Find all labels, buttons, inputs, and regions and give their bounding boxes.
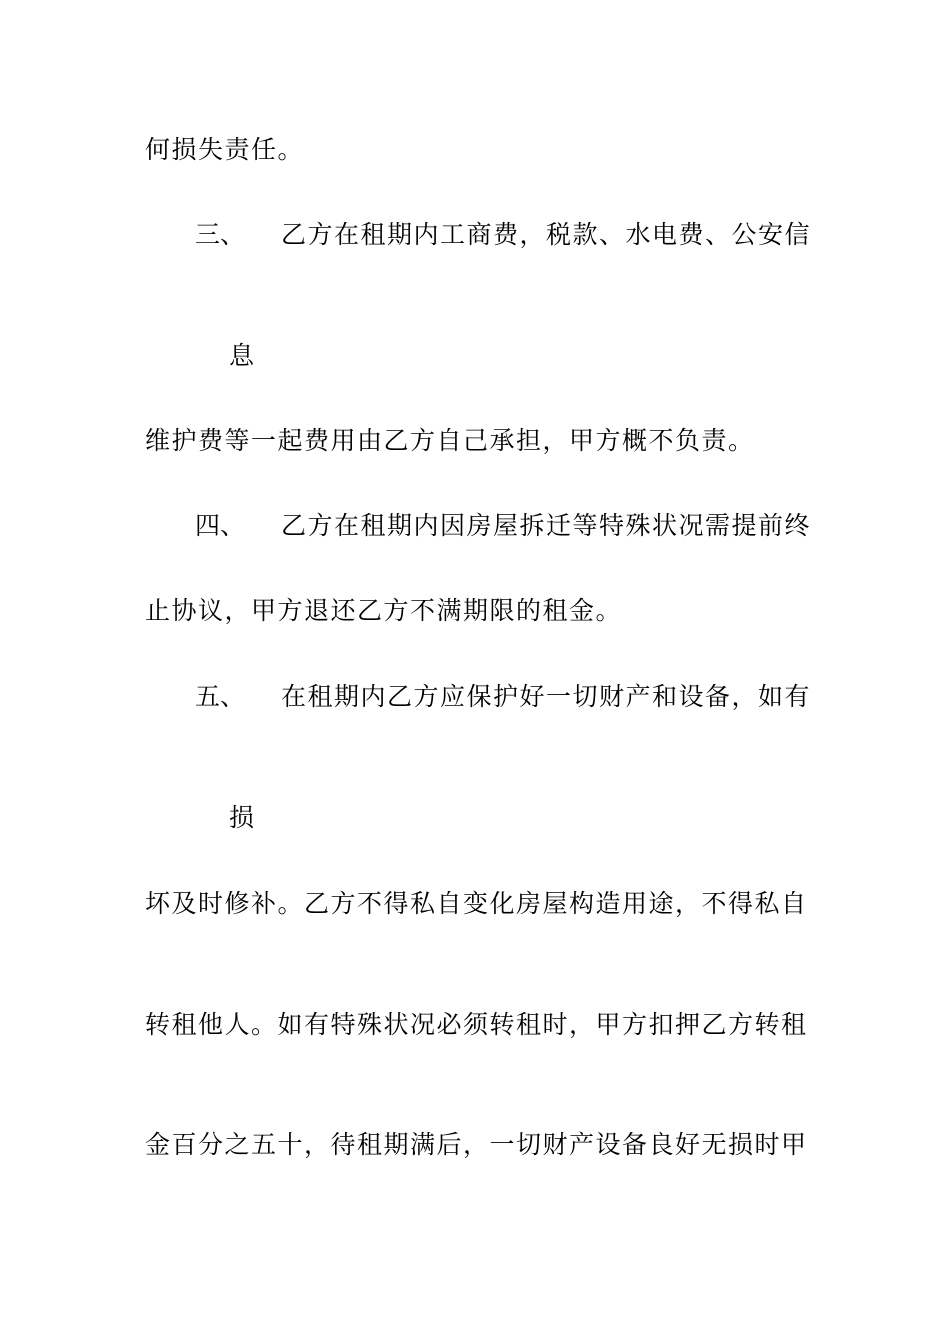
clause-number-five: 五、 (195, 682, 246, 711)
text-line-4: 维护费等一起费用由乙方自己承担，甲方概不负责。 (145, 426, 755, 455)
clause-number-three: 三、 (195, 220, 246, 249)
text-line-2: 乙方在租期内工商费，税款、水电费、公安信 (281, 220, 812, 249)
text-line-9: 坏及时修补。乙方不得私自变化房屋构造用途，不得私自 (145, 889, 808, 918)
text-line-5: 乙方在租期内因房屋拆迁等特殊状况需提前终 (281, 511, 812, 540)
text-line-10: 转租他人。如有特殊状况必须转租时，甲方扣押乙方转租 (145, 1010, 808, 1039)
text-line-8: 损 (229, 803, 256, 832)
text-line-1: 何损失责任。 (145, 135, 305, 164)
text-line-11: 金百分之五十，待租期满后，一切财产设备良好无损时甲 (145, 1130, 808, 1159)
text-line-7: 在租期内乙方应保护好一切财产和设备，如有 (281, 682, 812, 711)
clause-number-four: 四、 (195, 511, 246, 540)
text-line-3: 息 (229, 341, 256, 370)
text-line-6: 止协议，甲方退还乙方不满期限的租金。 (145, 596, 623, 625)
